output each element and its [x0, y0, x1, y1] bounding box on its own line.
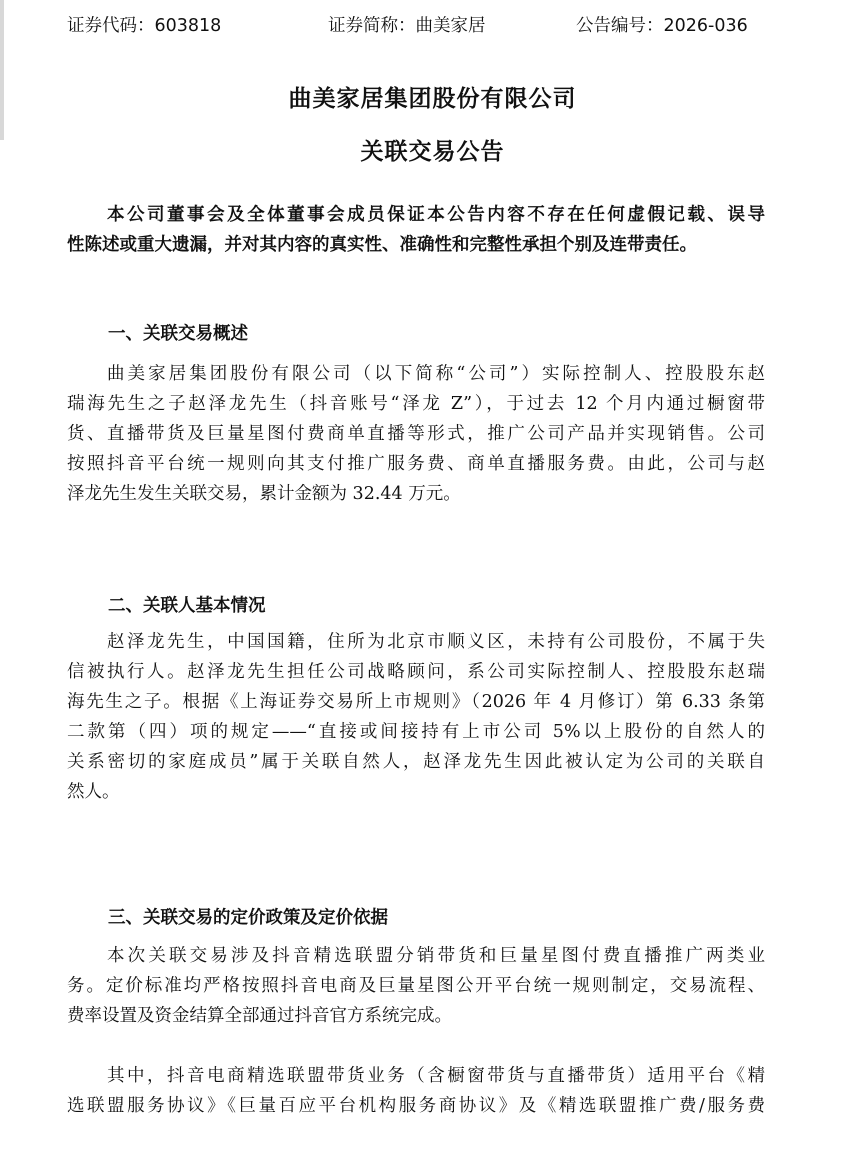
body-line: 费率设置及资金结算全部通过抖音官方系统完成。 — [67, 1006, 452, 1026]
body-line: 务。定价标准均严格按照抖音电商及巨量星图公开平台统一规则制定，交易流程、 — [67, 976, 765, 996]
document-title: 关联交易公告 — [360, 139, 505, 165]
stock-short-name: 证券简称：曲美家居 — [328, 16, 486, 36]
section-heading-related-party: 二、关联人基本情况 — [108, 596, 266, 616]
body-line: 赵泽龙先生，中国国籍，住所为北京市顺义区，未持有公司股份，不属于失 — [107, 632, 765, 652]
body-line: 按照抖音平台统一规则向其支付推广服务费、商单直播服务费。由此，公司与赵 — [67, 454, 765, 474]
body-line: 货、直播带货及巨量星图付费商单直播等形式，推广公司产品并实现销售。公司 — [67, 424, 765, 444]
body-line: 信被执行人。赵泽龙先生担任公司战略顾问，系公司实际控制人、控股股东赵瑞 — [67, 662, 765, 682]
body-line: 海先生之子。根据《上海证券交易所上市规则》（2026 年 4 月修订）第 6.33 条第 — [67, 692, 765, 712]
body-line: 本次关联交易涉及抖音精选联盟分销带货和巨量星图付费直播推广两类业 — [107, 946, 765, 966]
board-statement — [67, 200, 765, 260]
body-line: 泽龙先生发生关联交易，累计金额为 32.44 万元。 — [67, 484, 461, 504]
body-line: 其中，抖音电商精选联盟带货业务（含橱窗带货与直播带货）适用平台《精 — [107, 1066, 765, 1086]
body-line: 二款第（四）项的规定——“直接或间接持有上市公司 5%以上股份的自然人的 — [67, 722, 765, 742]
statement-line: 性陈述或重大遗漏，并对其内容的真实性、准确性和完整性承担个别及连带责任。 — [67, 235, 697, 255]
section-heading-pricing: 三、关联交易的定价政策及定价依据 — [108, 908, 388, 928]
section-heading-overview: 一、关联交易概述 — [108, 324, 248, 344]
statement-line: 本公司董事会及全体董事会成员保证本公告内容不存在任何虚假记载、误导 — [107, 205, 765, 225]
company-title: 曲美家居集团股份有限公司 — [288, 86, 577, 112]
announcement-header — [67, 12, 767, 36]
stock-code: 证券代码：603818 — [67, 16, 222, 36]
announcement-number: 公告编号：2026-036 — [576, 16, 748, 36]
body-line: 然人。 — [67, 782, 120, 802]
section-body-pricing — [67, 941, 765, 1031]
body-line: 瑞海先生之子赵泽龙先生（抖音账号“泽龙 Z”），于过去 12 个月内通过橱窗带 — [67, 394, 765, 414]
body-line: 关系密切的家庭成员”属于关联自然人，赵泽龙先生因此被认定为公司的关联自 — [67, 752, 765, 772]
body-line: 曲美家居集团股份有限公司（以下简称“公司”）实际控制人、控股股东赵 — [107, 364, 765, 384]
section-body-pricing-continued — [67, 1061, 765, 1121]
section-body-overview — [67, 359, 765, 509]
section-body-related-party — [67, 627, 765, 807]
page-edge-shadow — [0, 0, 4, 140]
body-line: 选联盟服务协议》《巨量百应平台机构服务商协议》及《精选联盟推广费/服务费 — [67, 1096, 765, 1116]
